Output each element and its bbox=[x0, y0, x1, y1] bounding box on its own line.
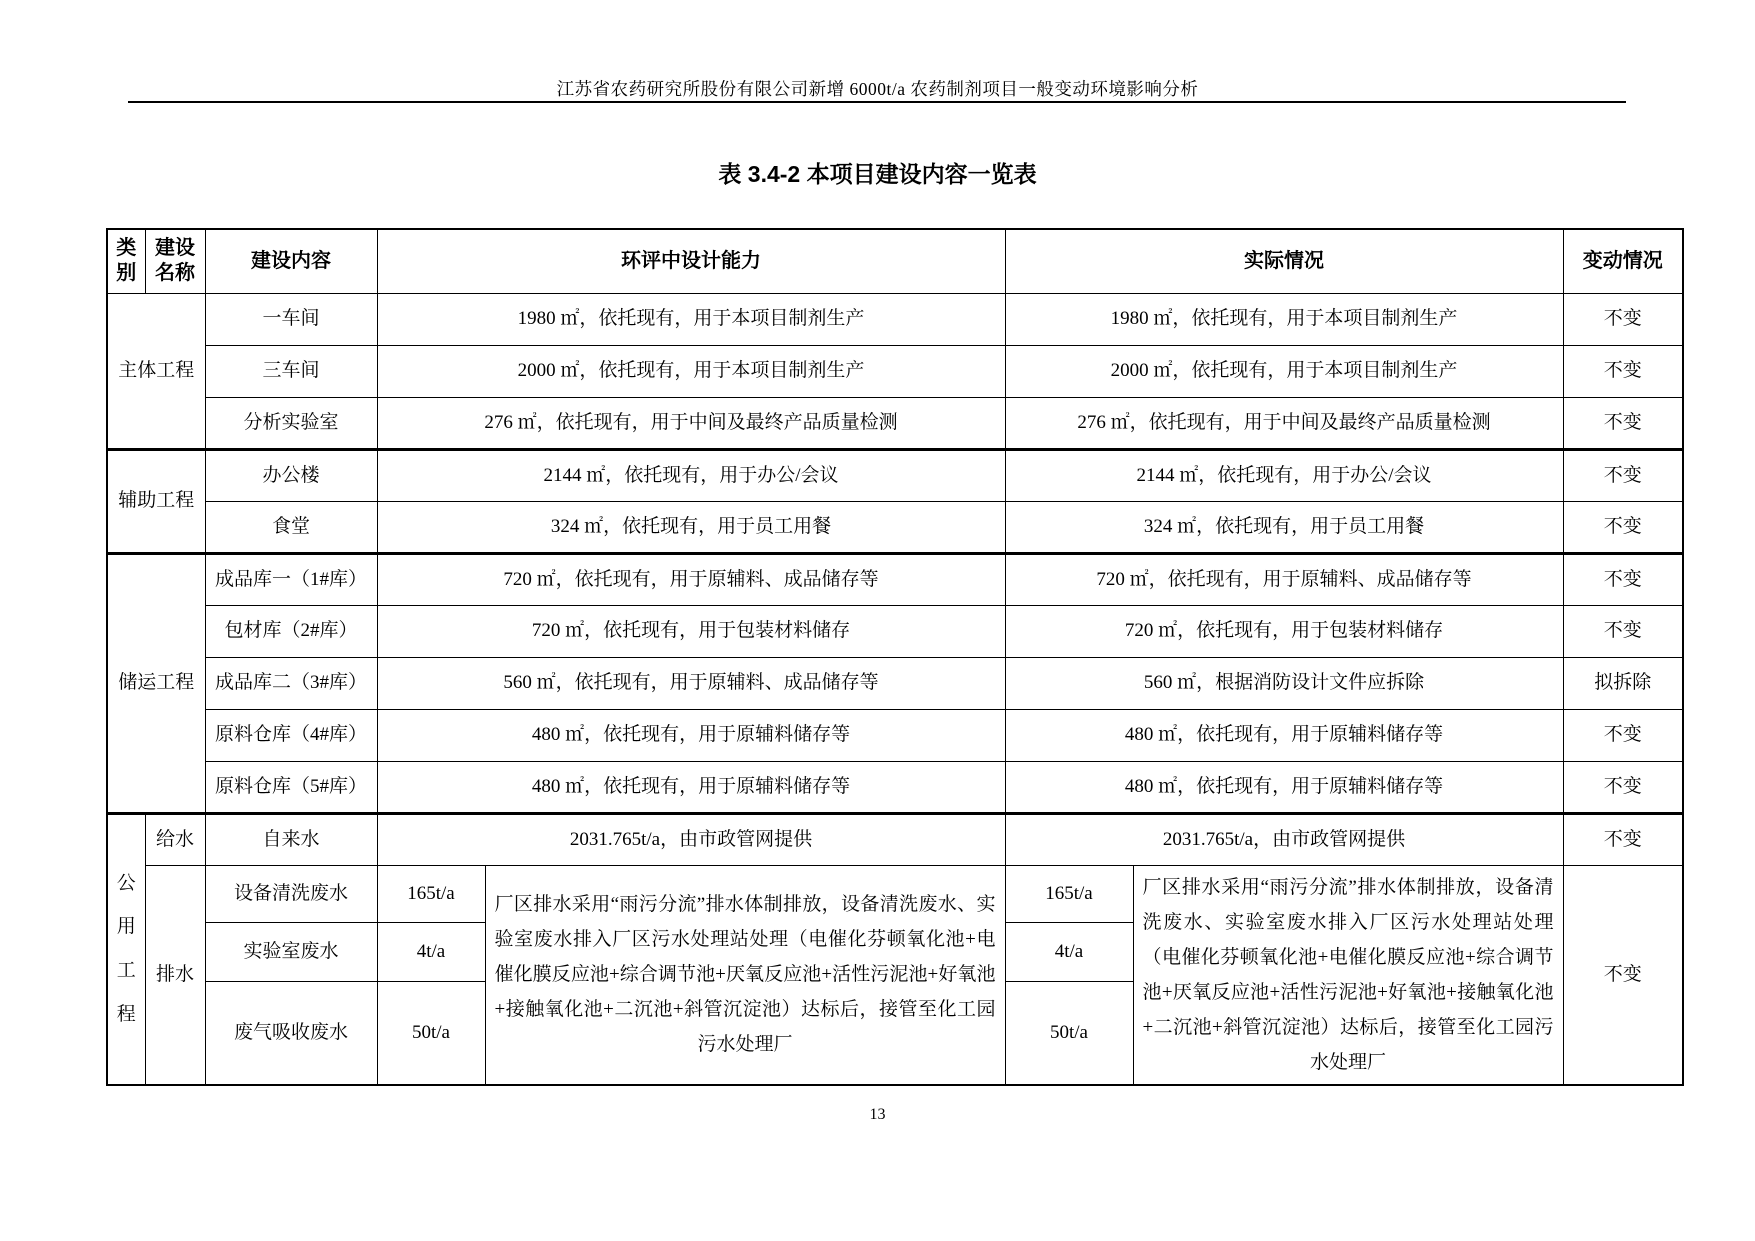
table-row bbox=[107, 397, 1683, 449]
cell-change: 不变 bbox=[1563, 605, 1683, 657]
table-row bbox=[107, 293, 1683, 345]
cell-eia-description: 厂区排水采用“雨污分流”排水体制排放，设备清洗废水、实验室废水排入厂区污水处理站处理（电催化芬顿氧化池+电催化膜反应池+综合调节池+厌氧反应池+活性污泥池+好氧池+接触氧化池+二沉池+斜管沉淀池）达标后，接管至化工园污水处理厂 bbox=[485, 865, 1005, 1085]
cell-eia: 2144 ㎡，依托现有，用于办公/会议 bbox=[377, 449, 1005, 501]
table-title: 表 3.4-2 本项目建设内容一览表 bbox=[718, 161, 1037, 187]
table-row bbox=[107, 501, 1683, 553]
header-content: 建设内容 bbox=[205, 229, 377, 293]
table-row bbox=[107, 709, 1683, 761]
cell-actual: 480 ㎡，依托现有，用于原辅料储存等 bbox=[1005, 709, 1563, 761]
cell-eia-quantity: 50t/a bbox=[377, 982, 485, 1085]
cell-actual: 720 ㎡，依托现有，用于原辅料、成品储存等 bbox=[1005, 553, 1563, 605]
header-change: 变动情况 bbox=[1563, 229, 1683, 293]
cell-actual: 480 ㎡，依托现有，用于原辅料储存等 bbox=[1005, 761, 1563, 813]
cell-eia: 276 ㎡，依托现有，用于中间及最终产品质量检测 bbox=[377, 397, 1005, 449]
cell-change: 拟拆除 bbox=[1563, 657, 1683, 709]
cell-content: 原料仓库（5#库） bbox=[205, 761, 377, 813]
cell-change: 不变 bbox=[1563, 761, 1683, 813]
cell-actual: 2031.765t/a，由市政管网提供 bbox=[1005, 813, 1563, 865]
table-row bbox=[107, 553, 1683, 605]
cell-content: 一车间 bbox=[205, 293, 377, 345]
cell-change: 不变 bbox=[1563, 293, 1683, 345]
header-divider-rule bbox=[128, 101, 1626, 103]
table-row bbox=[107, 449, 1683, 501]
cell-actual: 720 ㎡，依托现有，用于包装材料储存 bbox=[1005, 605, 1563, 657]
cell-eia: 560 ㎡，依托现有，用于原辅料、成品储存等 bbox=[377, 657, 1005, 709]
cell-content: 设备清洗废水 bbox=[205, 865, 377, 922]
table-row bbox=[107, 345, 1683, 397]
cell-content: 成品库一（1#库） bbox=[205, 553, 377, 605]
cell-content: 包材库（2#库） bbox=[205, 605, 377, 657]
header-actual: 实际情况 bbox=[1005, 229, 1563, 293]
header-category: 类别 bbox=[107, 229, 145, 293]
subgroup-label-water-supply: 给水 bbox=[145, 813, 205, 865]
cell-eia: 324 ㎡，依托现有，用于员工用餐 bbox=[377, 501, 1005, 553]
header-eia-capacity: 环评中设计能力 bbox=[377, 229, 1005, 293]
cell-eia: 720 ㎡，依托现有，用于包装材料储存 bbox=[377, 605, 1005, 657]
cell-change: 不变 bbox=[1563, 709, 1683, 761]
cell-change: 不变 bbox=[1563, 813, 1683, 865]
document-header-title: 江苏省农药研究所股份有限公司新增 6000t/a 农药制剂项目一般变动环境影响分析 bbox=[556, 79, 1199, 99]
cell-eia: 2031.765t/a，由市政管网提供 bbox=[377, 813, 1005, 865]
cell-actual: 2144 ㎡，依托现有，用于办公/会议 bbox=[1005, 449, 1563, 501]
cell-change: 不变 bbox=[1563, 865, 1683, 1085]
group-label-storage-works: 储运工程 bbox=[107, 553, 205, 813]
cell-actual: 1980 ㎡，依托现有，用于本项目制剂生产 bbox=[1005, 293, 1563, 345]
cell-eia: 480 ㎡，依托现有，用于原辅料储存等 bbox=[377, 761, 1005, 813]
group-label-utility-works: 公用工程 bbox=[107, 813, 145, 1085]
cell-change: 不变 bbox=[1563, 397, 1683, 449]
cell-content: 分析实验室 bbox=[205, 397, 377, 449]
cell-eia: 480 ㎡，依托现有，用于原辅料储存等 bbox=[377, 709, 1005, 761]
cell-content: 成品库二（3#库） bbox=[205, 657, 377, 709]
cell-change: 不变 bbox=[1563, 449, 1683, 501]
cell-eia: 2000 ㎡，依托现有，用于本项目制剂生产 bbox=[377, 345, 1005, 397]
group-label-main-works: 主体工程 bbox=[107, 293, 205, 449]
cell-content: 自来水 bbox=[205, 813, 377, 865]
table-row bbox=[107, 657, 1683, 709]
cell-content: 原料仓库（4#库） bbox=[205, 709, 377, 761]
subgroup-label-drainage: 排水 bbox=[145, 865, 205, 1085]
table-header-row bbox=[107, 229, 1683, 293]
cell-content: 废气吸收废水 bbox=[205, 982, 377, 1085]
cell-change: 不变 bbox=[1563, 345, 1683, 397]
header-name: 建设名称 bbox=[145, 229, 205, 293]
cell-actual: 276 ㎡，依托现有，用于中间及最终产品质量检测 bbox=[1005, 397, 1563, 449]
cell-actual-quantity: 50t/a bbox=[1005, 982, 1133, 1085]
table-row bbox=[107, 761, 1683, 813]
cell-actual-description: 厂区排水采用“雨污分流”排水体制排放，设备清洗废水、实验室废水排入厂区污水处理站处理（电催化芬顿氧化池+电催化膜反应池+综合调节池+厌氧反应池+活性污泥池+好氧池+接触氧化池+二沉池+斜管沉淀池）达标后，接管至化工园污水处理厂 bbox=[1133, 865, 1563, 1085]
cell-eia-quantity: 4t/a bbox=[377, 922, 485, 981]
page-number: 13 bbox=[869, 1106, 886, 1123]
cell-eia: 1980 ㎡，依托现有，用于本项目制剂生产 bbox=[377, 293, 1005, 345]
table-row bbox=[107, 605, 1683, 657]
cell-content: 实验室废水 bbox=[205, 922, 377, 981]
cell-actual-quantity: 4t/a bbox=[1005, 922, 1133, 981]
cell-actual-quantity: 165t/a bbox=[1005, 865, 1133, 922]
cell-content: 食堂 bbox=[205, 501, 377, 553]
cell-content: 办公楼 bbox=[205, 449, 377, 501]
cell-eia-quantity: 165t/a bbox=[377, 865, 485, 922]
cell-change: 不变 bbox=[1563, 553, 1683, 605]
cell-actual: 2000 ㎡，依托现有，用于本项目制剂生产 bbox=[1005, 345, 1563, 397]
cell-change: 不变 bbox=[1563, 501, 1683, 553]
cell-actual: 560 ㎡，根据消防设计文件应拆除 bbox=[1005, 657, 1563, 709]
table-row bbox=[107, 813, 1683, 865]
group-label-auxiliary-works: 辅助工程 bbox=[107, 449, 205, 553]
table-row bbox=[107, 865, 1683, 922]
construction-content-table bbox=[106, 228, 1684, 1086]
cell-content: 三车间 bbox=[205, 345, 377, 397]
cell-actual: 324 ㎡，依托现有，用于员工用餐 bbox=[1005, 501, 1563, 553]
cell-eia: 720 ㎡，依托现有，用于原辅料、成品储存等 bbox=[377, 553, 1005, 605]
